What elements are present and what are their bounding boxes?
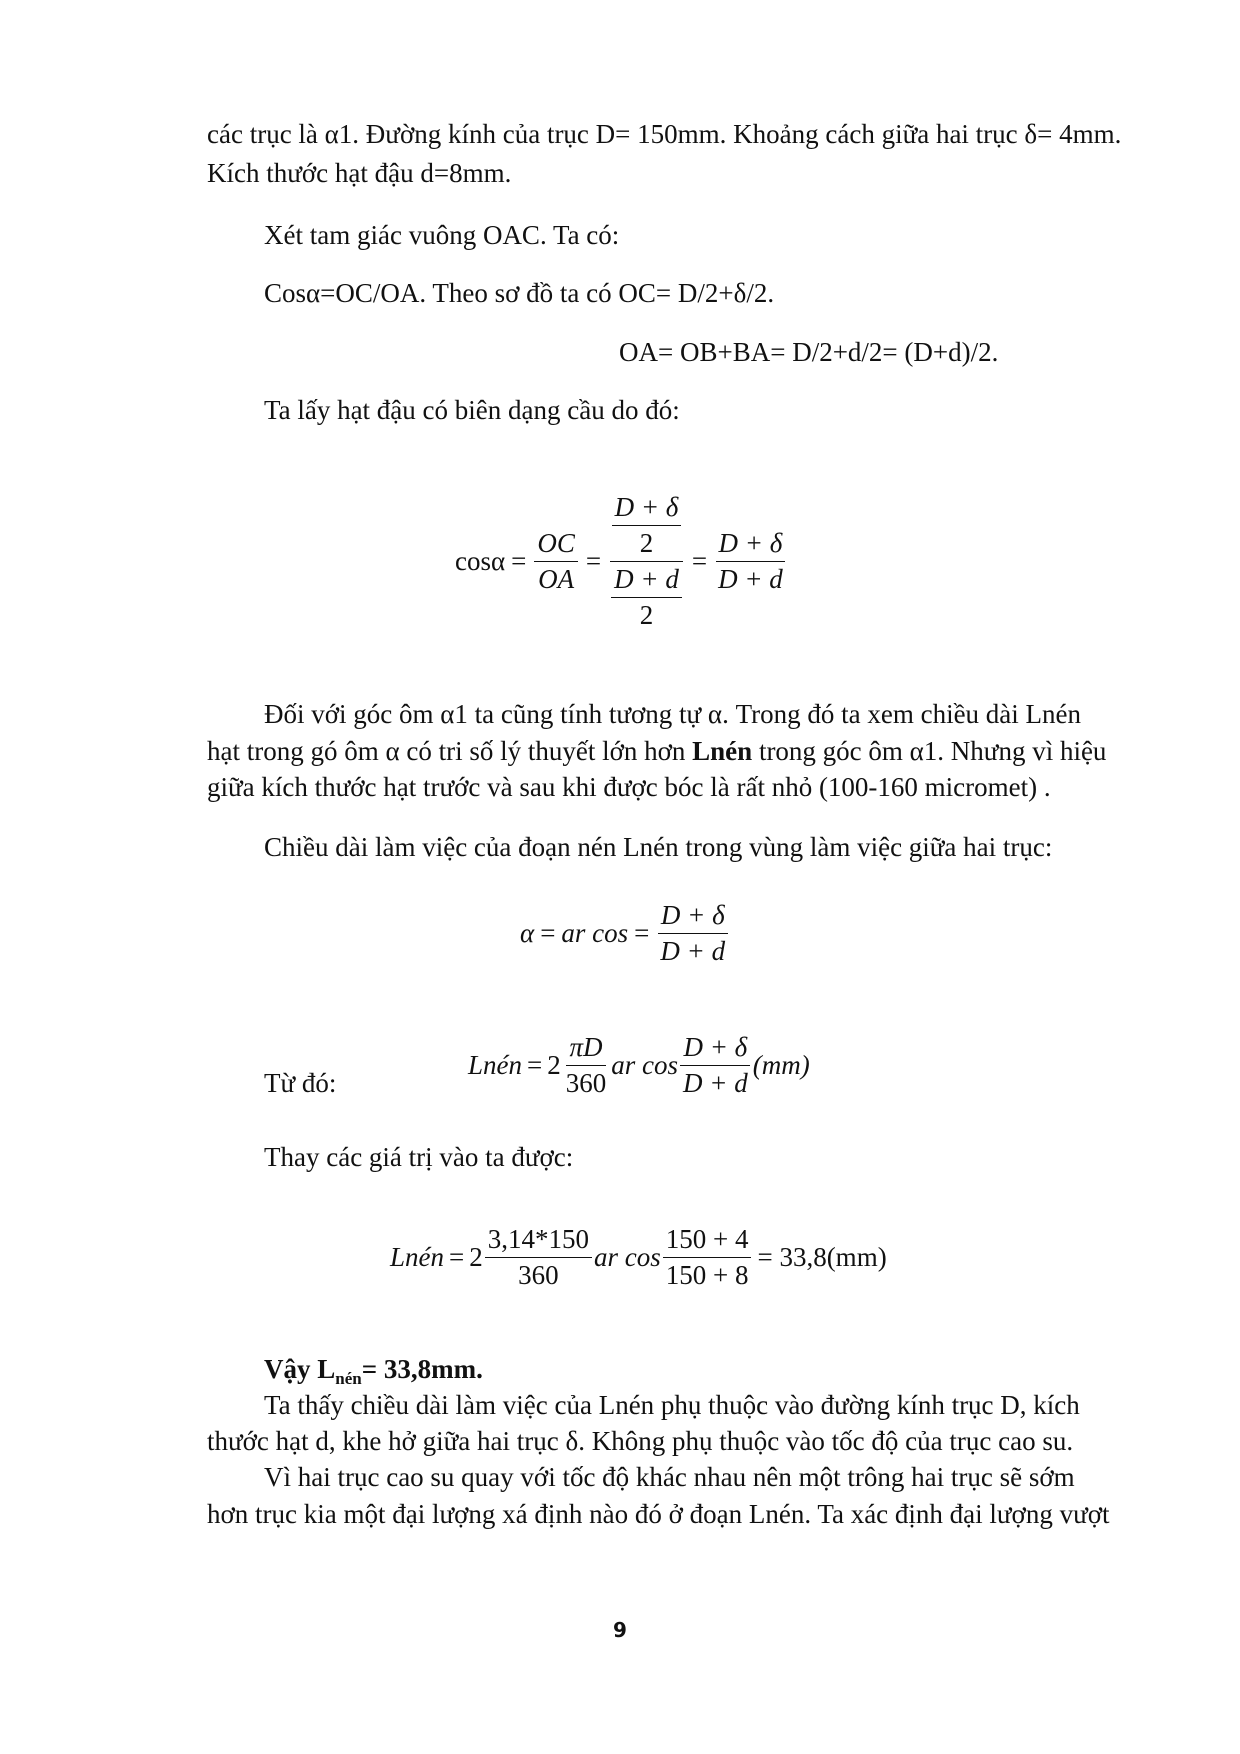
paragraph-line: Ta thấy chiều dài làm việc của Lnén phụ thuộc vào đường kính trục D, kích [264, 1390, 1080, 1420]
formula-lhs: Lnén [390, 1242, 444, 1272]
numerator: D + δ [716, 528, 786, 562]
fraction [657, 900, 728, 967]
paragraph-line: các trục là α1. Đường kính của trục D= 150mm. Khoảng cách giữa hai trục δ= 4mm. [207, 119, 1122, 149]
text-span: trong góc ôm α1. Nhưng vì hiệu [752, 736, 1107, 766]
fraction-result [715, 528, 786, 595]
denominator: D + d [682, 1068, 748, 1098]
paragraph-line: Thay các giá trị vào ta được: [264, 1142, 574, 1172]
denominator: 360 [565, 1068, 607, 1098]
coefficient: 2 [547, 1050, 561, 1080]
equals-sign: = [585, 546, 602, 576]
equals-sign: = [540, 918, 556, 948]
paragraph-line: Cosα=OC/OA. Theo sơ đồ ta có OC= D/2+δ/2. [264, 278, 775, 308]
denominator: 2 [639, 600, 654, 630]
denominator: D + d [718, 564, 783, 594]
unit: (mm) [752, 1050, 810, 1080]
conclusion-line [264, 1352, 483, 1390]
formula-lhs: Lnén [468, 1050, 522, 1080]
numerator: 150 + 4 [663, 1224, 752, 1258]
text-span: hạt trong gó ôm α có tri số lý thuyết lớn hơn [207, 736, 693, 766]
formula-lhs: cosα [455, 546, 506, 576]
fraction-pi-d [563, 1032, 610, 1099]
numerator: OC [534, 528, 578, 562]
fraction [680, 1032, 751, 1099]
inner-fraction [611, 564, 682, 631]
paragraph-line: OA= OB+BA= D/2+d/2= (D+d)/2. [619, 337, 999, 367]
compound-numerator [610, 492, 684, 562]
page-number: 9 [613, 1618, 627, 1642]
bold-text: Vậy L [264, 1354, 336, 1384]
coefficient: 2 [469, 1242, 483, 1272]
alpha-symbol: α [520, 918, 535, 948]
denominator: 360 [518, 1260, 559, 1290]
formula-cos-alpha [455, 492, 788, 631]
bold-text: = 33,8mm. [361, 1354, 483, 1384]
numerator: 3,14*150 [485, 1224, 592, 1258]
compound-denominator [609, 562, 684, 631]
numerator: D + δ [612, 492, 682, 526]
equals-sign: = [511, 546, 527, 576]
equals-sign: = [527, 1050, 543, 1080]
fraction [485, 1224, 592, 1291]
equals-sign: = [634, 918, 650, 948]
equals-sign: = [449, 1242, 465, 1272]
paragraph-line: thước hạt d, khe hở giữa hai trục δ. Không phụ thuộc vào tốc độ của trục cao su. [207, 1426, 1074, 1456]
paragraph-line: Chiều dài làm việc của đoạn nén Lnén trong vùng làm việc giữa hai trục: [264, 832, 1053, 862]
arccos-text: ar cos [611, 1050, 678, 1080]
paragraph-line: Xét tam giác vuông OAC. Ta có: [264, 220, 620, 250]
numerator: D + d [611, 564, 682, 598]
arccos-text: ar cos [593, 1242, 661, 1272]
bold-term: Lnén [692, 736, 753, 766]
equals-sign: = [691, 546, 708, 576]
formula-lnen-numeric [390, 1224, 887, 1291]
numerator: πD [566, 1032, 605, 1066]
numerator: D + δ [658, 900, 728, 934]
formula-alpha-arccos [520, 900, 730, 967]
denominator: OA [538, 564, 575, 594]
denominator: 150 + 8 [665, 1260, 749, 1290]
numerator: D + δ [680, 1032, 750, 1066]
denominator: 2 [639, 528, 654, 558]
paragraph-line: Vì hai trục cao su quay với tốc độ khác nhau nên một trông hai trục sẽ sớm [264, 1462, 1075, 1492]
paragraph-line: hơn trục kia một đại lượng xá định nào đó ở đoạn Lnén. Ta xác định đại lượng vượt [207, 1499, 1110, 1529]
formula-lnen-general [468, 1032, 810, 1099]
inner-fraction [612, 492, 682, 559]
subscript: nén [335, 1369, 362, 1388]
paragraph-line: Từ đó: [264, 1068, 337, 1098]
compound-fraction [609, 492, 684, 631]
result: = 33,8(mm) [757, 1242, 887, 1272]
paragraph-line: Ta lấy hạt đậu có biên dạng cầu do đó: [264, 395, 680, 425]
paragraph-line: Kích thước hạt đậu d=8mm. [207, 158, 512, 188]
fraction-oc-oa [534, 528, 578, 595]
denominator: D + d [660, 936, 726, 966]
fraction [663, 1224, 752, 1291]
paragraph-line: Đối với góc ôm α1 ta cũng tính tương tự α. Trong đó ta xem chiều dài Lnén [264, 699, 1082, 729]
paragraph-line [207, 734, 1106, 768]
arccos-text: ar cos [561, 918, 629, 948]
paragraph-line: giữa kích thước hạt trước và sau khi được bóc là rất nhỏ (100-160 micromet) . [207, 772, 1051, 802]
